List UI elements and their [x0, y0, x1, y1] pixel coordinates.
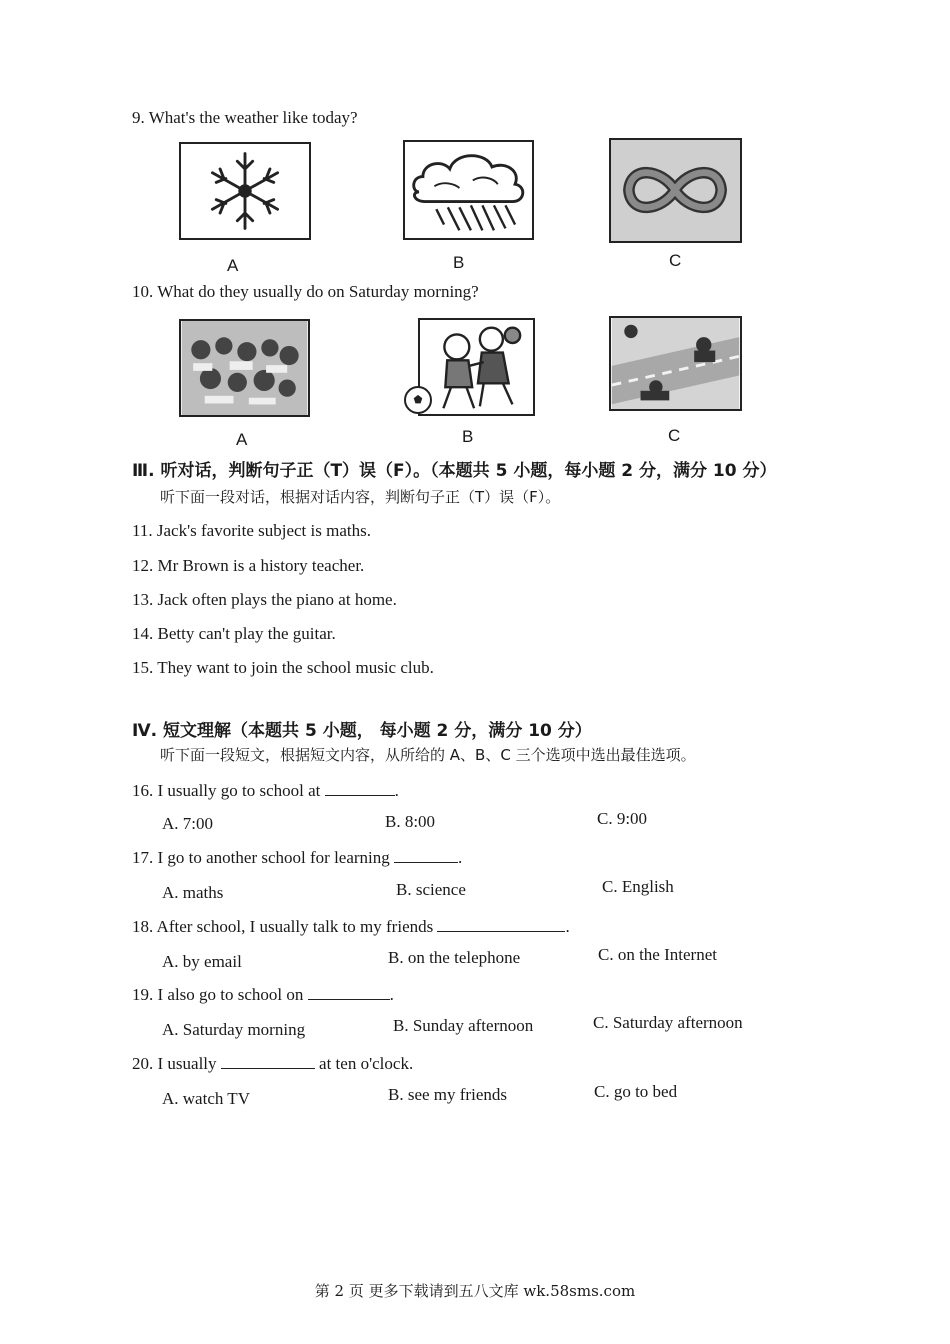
answer-blank	[308, 998, 390, 1000]
option-b: B. on the telephone	[388, 948, 521, 967]
kids-football-picture	[418, 318, 535, 416]
page-footer: 第 2 页 更多下载请到五八文库 wk.58sms.com	[314, 1282, 636, 1300]
question-tail: .	[389, 985, 394, 1004]
question-tail: .	[394, 781, 399, 800]
answer-blank	[394, 861, 458, 863]
option-letter-c: C	[669, 251, 682, 270]
section-4-instruction: 听下面一段短文，根据短文内容，从所给的 A、B、C 三个选项中选出最佳选项。	[160, 746, 696, 764]
section-4-heading: Ⅳ. 短文理解（本题共 5 小题， 每小题 2 分，满分 10 分）	[132, 721, 592, 741]
question-9: 9. What's the weather like today?	[132, 108, 358, 127]
question-stem: 18. After school, I usually talk to my friends	[132, 917, 434, 936]
question-10: 10. What do they usually do on Saturday morning?	[132, 282, 479, 301]
option-c: C. on the Internet	[598, 945, 717, 964]
question-11: 11. Jack's favorite subject is maths.	[132, 521, 371, 540]
football-icon	[404, 386, 432, 414]
question-20	[132, 1054, 413, 1074]
group-picnic-picture	[179, 319, 310, 417]
question-17	[132, 848, 462, 868]
option-b: B. science	[396, 880, 466, 899]
option-letter-b: B	[453, 253, 465, 272]
section-3-heading: Ⅲ. 听对话，判断句子正（T）误（F）。（本题共 5 小题，每小题 2 分，满分 10 分）	[132, 461, 777, 481]
snowflake-icon	[179, 142, 311, 240]
option-letter-c: C	[668, 426, 681, 445]
question-19	[132, 985, 394, 1005]
question-13: 13. Jack often plays the piano at home.	[132, 590, 397, 609]
answer-blank	[325, 794, 395, 796]
answer-blank	[221, 1067, 315, 1069]
infinity-icon	[609, 138, 742, 243]
option-b: B. see my friends	[388, 1085, 507, 1104]
question-tail: at ten o'clock.	[319, 1054, 414, 1073]
rain-cloud-icon	[403, 140, 534, 240]
option-b: B. Sunday afternoon	[393, 1016, 534, 1035]
question-stem: 19. I also go to school on	[132, 985, 304, 1004]
option-b: B. 8:00	[385, 812, 436, 831]
question-16	[132, 781, 399, 801]
option-c: C. 9:00	[597, 809, 648, 828]
question-tail: .	[565, 917, 570, 936]
question-18	[132, 917, 570, 937]
section-3-instruction: 听下面一段对话，根据对话内容，判断句子正（T）误（F）。	[160, 488, 561, 506]
option-letter-b: B	[462, 427, 474, 446]
option-c: C. go to bed	[594, 1082, 678, 1101]
option-a: A. watch TV	[162, 1089, 250, 1108]
question-stem: 17. I go to another school for learning	[132, 848, 390, 867]
question-15: 15. They want to join the school music club.	[132, 658, 434, 677]
question-stem: 16. I usually go to school at	[132, 781, 321, 800]
question-tail: .	[458, 848, 463, 867]
option-letter-a: A	[227, 256, 239, 275]
option-c: C. Saturday afternoon	[593, 1013, 743, 1032]
answer-blank	[437, 930, 565, 932]
option-letter-a: A	[236, 430, 248, 449]
option-a: A. Saturday morning	[162, 1020, 306, 1039]
street-scene-picture	[609, 316, 742, 411]
question-stem: 20. I usually	[132, 1054, 217, 1073]
option-a: A. by email	[162, 952, 242, 971]
question-12: 12. Mr Brown is a history teacher.	[132, 556, 365, 575]
option-a: A. 7:00	[162, 814, 213, 833]
question-14: 14. Betty can't play the guitar.	[132, 624, 336, 643]
option-a: A. maths	[162, 883, 224, 902]
option-c: C. English	[602, 877, 674, 896]
